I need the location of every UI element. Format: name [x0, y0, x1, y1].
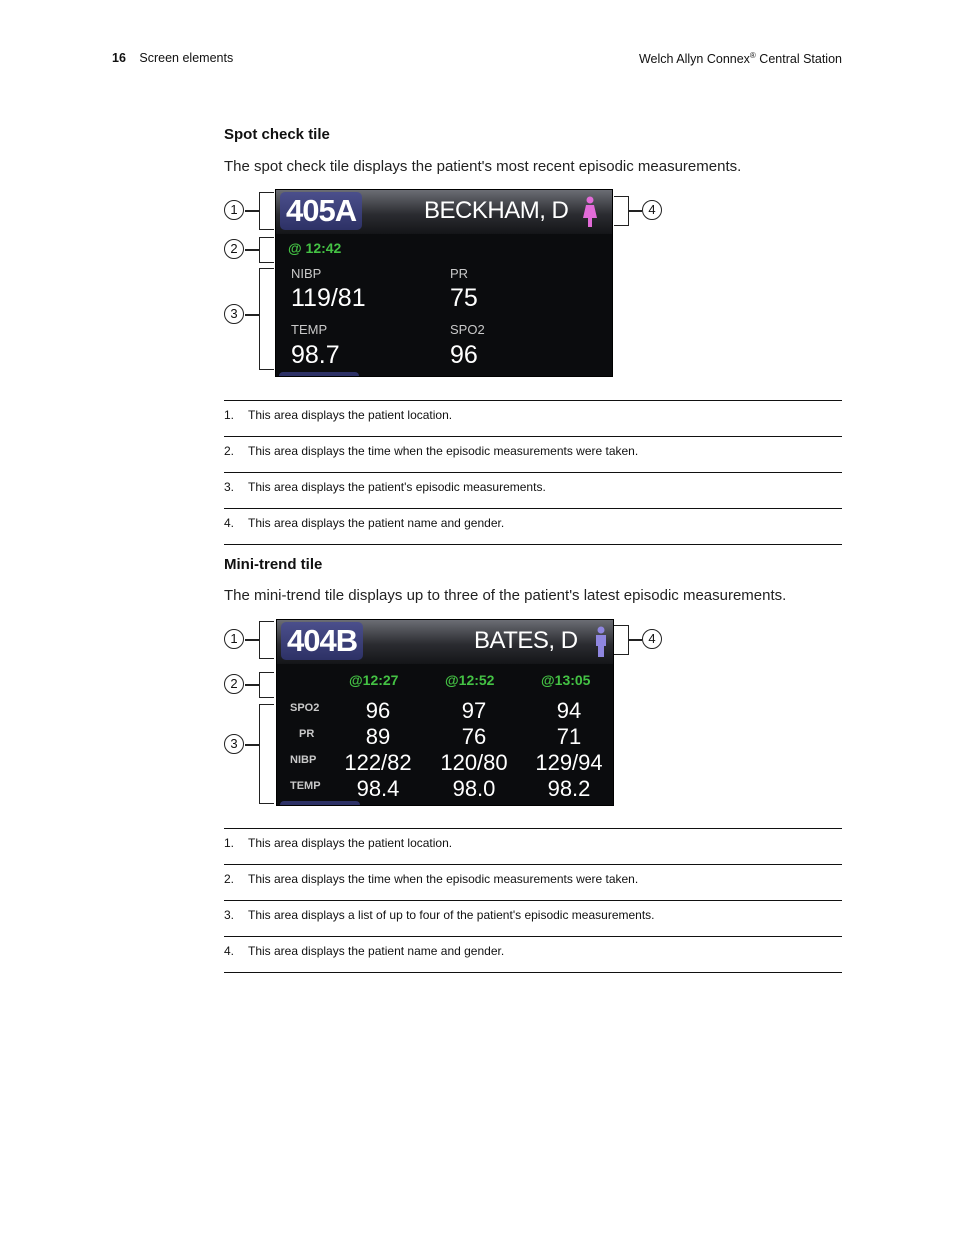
product-name: Welch Allyn Connex	[638, 52, 750, 67]
registered-mark: ®	[749, 51, 756, 60]
legend-text: This area displays a list of up to four of the patient's episodic measurements.	[248, 908, 655, 922]
legend-text: This area displays the patient name and gender.	[248, 516, 505, 530]
temp-label: TEMP	[291, 322, 328, 337]
trend-time-1: @12:27	[349, 672, 399, 688]
pr-value-1: 89	[365, 724, 391, 749]
mini-trend-legend	[224, 828, 842, 973]
tile-bottom-tab	[280, 801, 360, 806]
legend-text: This area displays the time when the episodic measurements were taken.	[248, 444, 639, 458]
male-icon-head	[598, 627, 605, 634]
temp-label: TEMP	[290, 780, 321, 792]
pr-label: PR	[450, 266, 469, 281]
callout-1-bracket	[259, 192, 274, 230]
mini-trend-tile	[276, 619, 614, 806]
nibp-value: 119/81	[291, 284, 366, 312]
spo2-label: SPO2	[290, 702, 320, 714]
nibp-value-1: 122/82	[344, 750, 412, 775]
callout-1-bracket	[259, 621, 274, 659]
temp-value-1: 98.4	[356, 776, 400, 801]
callout-3: 3	[224, 304, 244, 324]
legend-row	[224, 400, 842, 436]
male-icon	[593, 626, 609, 658]
temp-value-2: 98.0	[452, 776, 496, 801]
spot-check-title: Spot check tile	[224, 126, 330, 143]
callout-2: 2	[224, 674, 244, 694]
legend-row	[224, 508, 842, 545]
pr-value-2: 76	[461, 724, 487, 749]
callout-1: 1	[224, 629, 244, 649]
legend-text: This area displays the patient location.	[248, 836, 453, 850]
trend-time-3: @13:05	[541, 672, 591, 688]
patient-name: BECKHAM, D	[424, 197, 569, 224]
tile-bottom-tab	[279, 372, 359, 377]
mini-trend-intro: The mini-trend tile displays up to three of the patient's latest episodic measurements.	[224, 587, 787, 604]
legend-number: 1.	[224, 408, 235, 422]
legend-number: 3.	[224, 480, 235, 494]
patient-location: 404B	[281, 622, 363, 660]
legend-number: 1.	[224, 836, 235, 850]
temp-value-3: 98.2	[547, 776, 591, 801]
page-header-right	[639, 51, 842, 66]
legend-row	[224, 828, 842, 864]
callout-2-bracket	[259, 672, 274, 698]
patient-name: BATES, D	[474, 627, 578, 654]
callout-1-line	[245, 210, 259, 212]
legend-number: 2.	[224, 872, 235, 886]
legend-row	[224, 436, 842, 472]
callout-4-line	[628, 210, 642, 212]
callout-2-line	[245, 684, 259, 686]
female-icon	[582, 196, 598, 228]
spot-check-legend	[224, 400, 842, 545]
mini-trend-title: Mini-trend tile	[224, 556, 323, 573]
legend-text: This area displays the patient's episodic measurements.	[248, 480, 546, 494]
legend-row	[224, 472, 842, 508]
callout-3-line	[245, 744, 259, 746]
callout-4-bracket	[614, 196, 629, 226]
callout-2: 2	[224, 239, 244, 259]
spo2-value-2: 97	[461, 698, 487, 723]
pr-value-3: 71	[556, 724, 582, 749]
legend-number: 4.	[224, 944, 235, 958]
male-icon-body	[596, 635, 606, 657]
spot-check-tile	[275, 189, 613, 377]
page-header-left	[112, 51, 233, 65]
pr-value: 75	[450, 284, 478, 312]
section-name: Screen elements	[139, 51, 234, 65]
spo2-label: SPO2	[450, 322, 485, 337]
callout-2-line	[245, 249, 259, 251]
spot-check-intro: The spot check tile displays the patient's most recent episodic measurements.	[224, 158, 742, 175]
nibp-label: NIBP	[291, 266, 322, 281]
callout-3-bracket	[259, 704, 274, 804]
legend-text: This area displays the patient location.	[248, 408, 453, 422]
callout-1-line	[245, 639, 259, 641]
legend-row	[224, 936, 842, 973]
legend-number: 4.	[224, 516, 235, 530]
measurement-time: @ 12:42	[288, 240, 342, 256]
female-icon-body	[583, 205, 597, 227]
spo2-value-1: 96	[365, 698, 391, 723]
callout-1: 1	[224, 200, 244, 220]
legend-row	[224, 864, 842, 900]
nibp-value-2: 120/80	[440, 750, 508, 775]
legend-number: 2.	[224, 444, 235, 458]
nibp-label: NIBP	[290, 754, 317, 766]
legend-number: 3.	[224, 908, 235, 922]
nibp-value-3: 129/94	[535, 750, 603, 775]
callout-3-line	[245, 314, 259, 316]
spo2-value-3: 94	[556, 698, 582, 723]
callout-4: 4	[642, 629, 662, 649]
callout-4-line	[628, 639, 642, 641]
product-suffix: Central Station	[755, 52, 842, 67]
callout-4: 4	[642, 200, 662, 220]
page-number: 16	[112, 51, 126, 65]
callout-3-bracket	[259, 268, 274, 370]
trend-time-2: @12:52	[445, 672, 495, 688]
female-icon-head	[587, 197, 594, 204]
callout-4-bracket	[614, 625, 629, 655]
legend-text: This area displays the patient name and gender.	[248, 944, 505, 958]
pr-label: PR	[299, 728, 315, 740]
temp-value: 98.7	[291, 341, 340, 369]
legend-text: This area displays the time when the episodic measurements were taken.	[248, 872, 639, 886]
legend-row	[224, 900, 842, 936]
callout-2-bracket	[259, 237, 274, 263]
callout-3: 3	[224, 734, 244, 754]
patient-location: 405A	[280, 192, 362, 230]
spo2-value: 96	[450, 341, 478, 369]
